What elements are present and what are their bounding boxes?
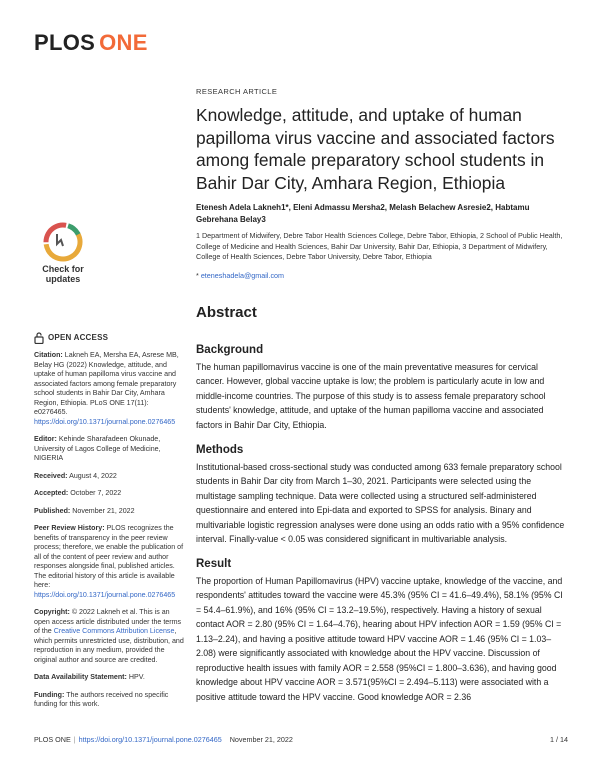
open-lock-icon: [34, 332, 44, 344]
funding-text: The authors received no specific funding for this work.: [34, 690, 169, 708]
received-date: August 4, 2022: [69, 471, 117, 480]
copyright-block: [34, 608, 184, 665]
background-text: The human papillomavirus vaccine is one of the main preventative measures for cervical cancer. However, global vaccine uptake is low; the problem is particularly acute in low and middle-income countries. The purpose of this study is to assess female preparatory school students' knowledge, attitude, and uptake of the human papilloma vaccine and associated factors in Bahir Dar City, Ethiopia.: [196, 362, 546, 430]
footer-separator: |: [73, 735, 76, 744]
copyright-text-2: , which permits unrestricted use, distribution, and reproduction in any medium, provided the original author and source are credited.: [34, 627, 184, 664]
footer-doi-link[interactable]: https://doi.org/10.1371/journal.pone.0276465: [78, 735, 222, 744]
accepted-block: [34, 489, 184, 499]
published-block: [34, 507, 184, 517]
check-for-updates-badge[interactable]: [33, 222, 93, 298]
editor-label: Editor:: [34, 435, 57, 443]
peer-review-link[interactable]: https://doi.org/10.1371/journal.pone.0276465: [34, 590, 176, 599]
corresponding-star: *: [196, 271, 199, 280]
data-availability-label: Data Availability Statement:: [34, 673, 127, 681]
funding-block: [34, 691, 184, 710]
background-heading: Background: [196, 344, 264, 356]
check-for-updates-icon: [43, 222, 83, 262]
article-sidebar: [34, 332, 184, 718]
published-date: November 21, 2022: [72, 506, 135, 515]
article-title: Knowledge, attitude, and uptake of human papilloma virus vaccine and associated factors among female preparatory school students in Bahir Dar City, Amhara Region, Ethiopia: [196, 105, 555, 193]
citation-text: Lakneh EA, Mersha EA, Asrese MB, Belay HG (2022) Knowledge, attitude, and uptake of human papilloma virus vaccine and associated factors among female preparatory school students in Bahir Dar City, Amhara Region, Ethiopia. PLoS ONE 17(11): e0276465.: [34, 351, 179, 416]
journal-logo: [34, 30, 148, 56]
abstract-heading: Abstract: [196, 304, 257, 321]
citation-doi-link[interactable]: https://doi.org/10.1371/journal.pone.0276465: [34, 417, 176, 426]
received-block: [34, 472, 184, 482]
peer-review-block: [34, 524, 184, 600]
badge-line1: Check for: [42, 264, 84, 274]
peer-review-text: PLOS recognizes the benefits of transparency in the peer review process; therefore, we enable the publication of all of the content of peer review and author responses alongside final, published articles. The editorial history of this article is available here:: [34, 524, 184, 589]
data-availability-block: [34, 673, 184, 683]
footer-date: November 21, 2022: [229, 735, 293, 744]
copyright-label: Copyright:: [34, 608, 70, 616]
peer-review-label: Peer Review History:: [34, 524, 105, 532]
article-type: RESEARCH ARTICLE: [196, 87, 278, 96]
funding-label: Funding:: [34, 690, 65, 699]
published-label: Published:: [34, 506, 71, 515]
journal-name-part1: PLOS: [34, 30, 96, 55]
journal-name-part2: ONE: [99, 30, 148, 55]
email-link[interactable]: eteneshadela@gmail.com: [200, 271, 285, 280]
citation-label: Citation:: [34, 351, 63, 359]
page-number: 1 / 14: [550, 735, 568, 744]
check-for-updates-label: [33, 264, 93, 284]
result-text: The proportion of Human Papillomavirus (HPV) vaccine uptake, knowledge of the vaccine, and respondents' attitudes toward the vaccine were 45.3% (95% CI = 41.6–49.4%), 58.1% (95% CI = 54.4–61.9%), and 16% (95% CI = 13.2–19.5%), respectively. Having a history of sexual contact AOR = 2.80 (95% CI = 1.64–4.76), hearing about HPV infection AOR = 1.59 (95% CI = 1.13–2.24), and having a positive attitude toward HPV vaccine AOR = 1.46 (95% CI = 1.03–2.08) were significantly associated with knowledge about the HPV vaccine. Discussion of reproductive health issues with family AOR = 2.558 (95%CI = 1.800–3.636), and having good knowledge about HPV vaccine AOR = 3.571(95%CI = 2.494–5.113) were associated with a positive attitude toward the HPV vaccine. Good knowledge AOR = 2.36: [196, 576, 563, 702]
accepted-date: October 7, 2022: [70, 489, 122, 497]
badge-line2: updates: [45, 274, 81, 284]
methods-text: Institutional-based cross-sectional study was conducted among 633 female preparatory school students in Bahir Dar city from March 1–30, 2021. Participants were selected using the multistage sampling technique. Data were collected using a structured self-administered questionnaire and entered into Epi-data and exported to SPSS for analysis. Binary and multivariable logistic regression analyses were done using an odds ratio with a 95% confidence interval. Finally-value < 0.05 was considered significant in multivariable analysis.: [196, 462, 565, 545]
author-list: Etenesh Adela Lakneh1*, Eleni Admassu Mersha2, Melash Belachew Asresie2, Habtamu Gebrehana Belay3: [196, 203, 530, 224]
result-heading: Result: [196, 558, 232, 570]
accepted-label: Accepted:: [34, 489, 69, 497]
affiliations: 1 Department of Midwifery, Debre Tabor Health Sciences College, Debre Tabor, Ethiopia, 2 School of Public Health, College of Medicine and Health Sciences, Bahir Dar University, Bahir Dar, Ethiopia, 3 Department of Midwifery, College of Health Sciences, Debre Tabor University, Debre Tabor, Ethiopia: [196, 231, 563, 261]
received-label: Received:: [34, 471, 68, 480]
data-availability-text: HPV.: [128, 673, 145, 681]
citation-block: [34, 351, 184, 427]
methods-heading: Methods: [196, 444, 244, 456]
copyright-text-1: © 2022 Lakneh et al. This is an open access article distributed under the terms of the: [34, 608, 182, 635]
open-access-label: [34, 332, 184, 344]
corresponding-email: [196, 271, 568, 280]
open-access-text: OPEN ACCESS: [48, 333, 109, 343]
license-link[interactable]: Creative Commons Attribution License: [53, 627, 175, 635]
editor-block: [34, 435, 184, 464]
editor-text: Kehinde Sharafadeen Okunade, University of Lagos College of Medicine, NIGERIA: [34, 435, 161, 462]
footer-journal: PLOS ONE: [34, 735, 71, 744]
page-footer: [34, 735, 568, 744]
